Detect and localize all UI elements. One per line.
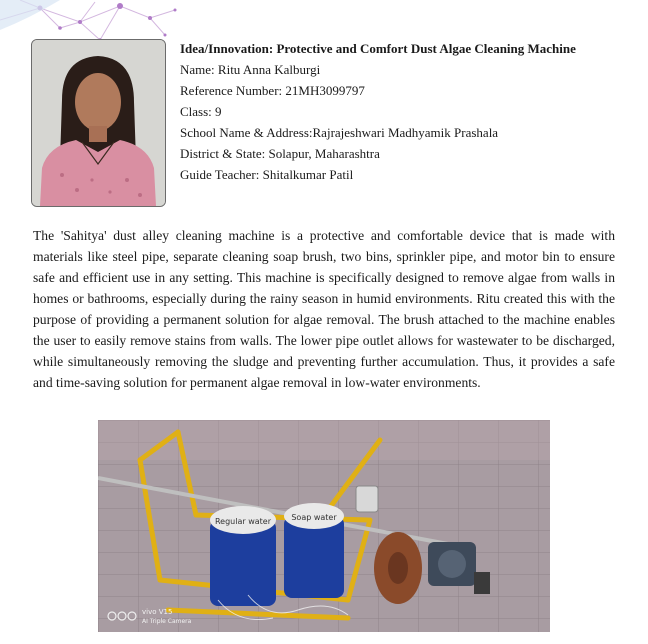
student-details: [180, 38, 620, 185]
regular-water-bin: [210, 506, 276, 606]
reference-label: Reference Number:: [180, 83, 283, 98]
name-line: [180, 59, 620, 80]
watermark-camera: AI Triple Camera: [142, 618, 192, 625]
bin-label-regular: Regular water: [214, 517, 272, 526]
district-label: District & State:: [180, 146, 266, 161]
cleaning-brush: [374, 532, 422, 604]
watermark-brand: vivo V15: [142, 608, 173, 616]
school-line: [180, 122, 620, 143]
bin-label-soap: Soap water: [291, 513, 337, 522]
district-value: Solapur, Maharashtra: [268, 146, 380, 161]
machine-photo-illustration: [98, 420, 550, 632]
district-line: [180, 143, 620, 164]
machine-photo: [98, 420, 550, 632]
class-label: Class:: [180, 104, 212, 119]
reference-number: 21MH3099797: [285, 83, 365, 98]
school-label: School Name & Address:: [180, 125, 313, 140]
idea-title: Protective and Comfort Dust Algae Cleaning Machine: [276, 41, 576, 56]
student-portrait-illustration: [32, 40, 165, 206]
guide-line: [180, 164, 620, 185]
reference-line: [180, 80, 620, 101]
guide-label: Guide Teacher:: [180, 167, 260, 182]
idea-title-line: [180, 38, 620, 59]
student-photo: [31, 39, 166, 207]
description-paragraph: The 'Sahitya' dust alley cleaning machine is a protective and comfortable device that is made with materials like steel pipe, separate cleaning soap brush, two bins, sprinkler pipe, and motor bin to ensure safe and efficient use in any setting. This machine is specifically designed to remove algae from walls in homes or bathrooms, especially during the rainy season in humid environments. Ritu created this with the purpose of providing a permanent solution for algae removal. The brush attached to the machine enables the user to easily remove stains from walls. The lower pipe outlet allows for wastewater to be discharged, while simultaneously removing the sludge and preventing further accumulation. Thus, it provides a safe and time-saving solution for permanent algae removal in low-water environments.: [33, 228, 615, 390]
student-name: Ritu Anna Kalburgi: [217, 62, 321, 77]
class-line: [180, 101, 620, 122]
control-box: [356, 486, 378, 512]
name-label: Name:: [180, 62, 215, 77]
school-name: Rajrajeshwari Madhyamik Prashala: [312, 125, 499, 140]
guide-name: Shitalkumar Patil: [262, 167, 354, 182]
class-value: 9: [215, 104, 222, 119]
idea-label: Idea/Innovation:: [180, 41, 274, 56]
soap-water-bin: [284, 503, 344, 598]
